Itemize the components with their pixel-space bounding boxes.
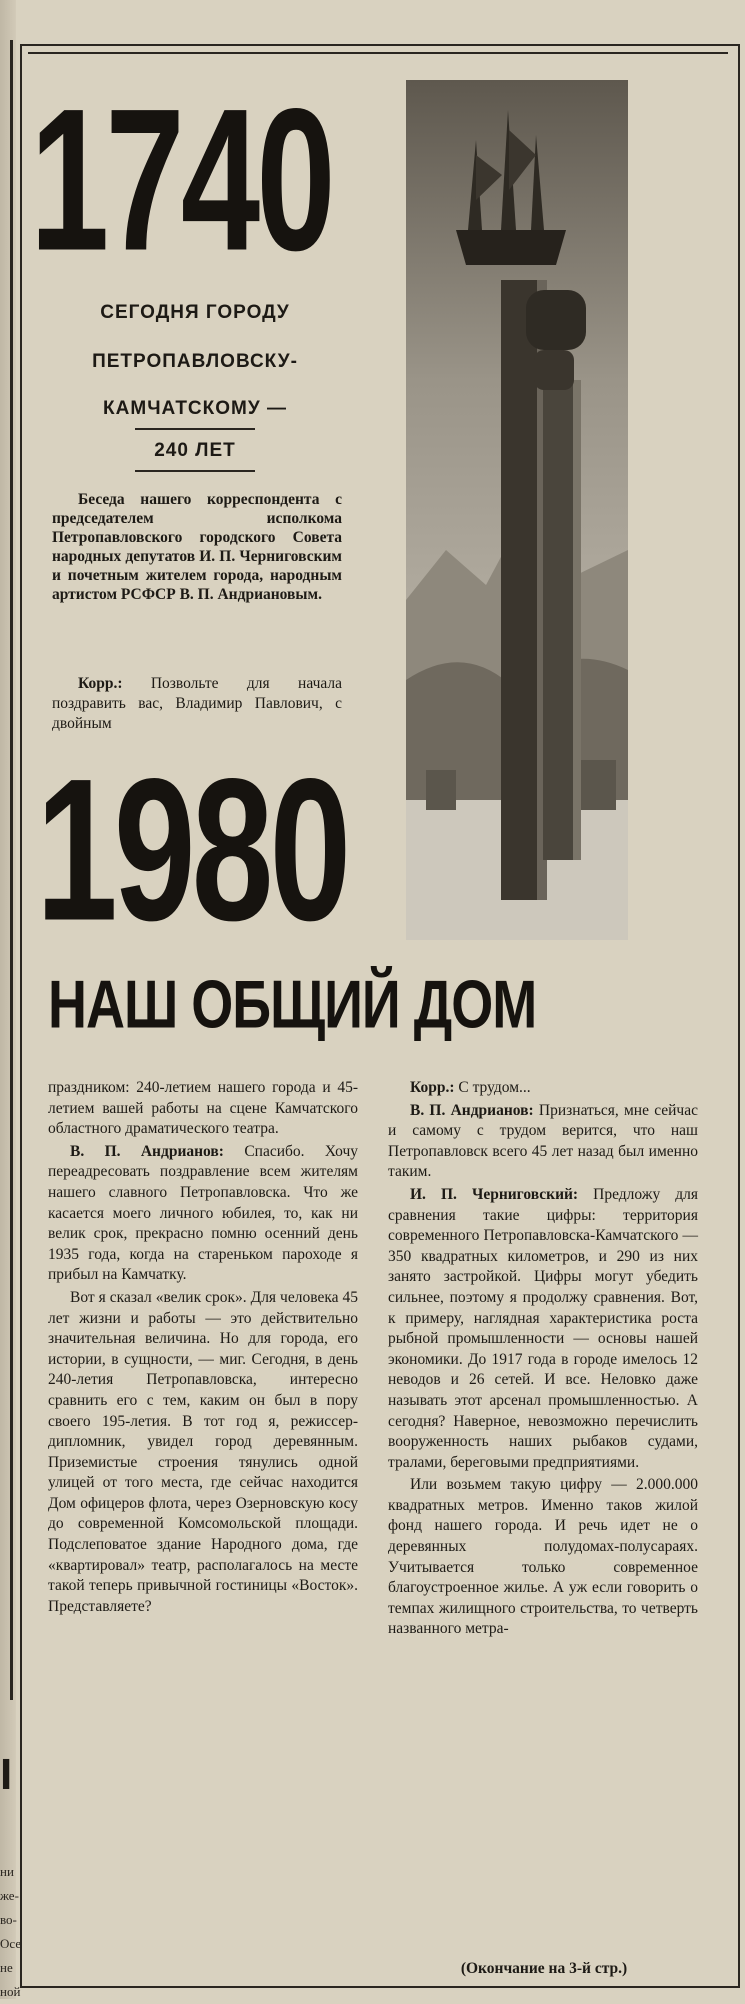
speaker-label: Корр.: bbox=[410, 1079, 455, 1096]
paragraph bbox=[388, 1078, 698, 1099]
top-rule bbox=[28, 52, 728, 54]
edge-word: во- bbox=[0, 1912, 17, 1927]
year-1980: 1980 bbox=[36, 735, 348, 963]
article-headline: НАШ ОБЩИЙ ДОМ bbox=[48, 967, 537, 1043]
subhead-line-1: СЕГОДНЯ ГОРОДУ bbox=[100, 302, 290, 323]
paragraph-text: Вот я сказал «велик срок». Для человека 45 лет жизни и работы — это действительно значительная величина. Но для города, его истории, в сущности, — миг. Сегодня, в день 240-летия Петропавловска, интересно сравнить его с тем, каким он был в пору своего 195-летия. В тот год я, режиссер-дипломник, увидел город деревянным. Приземистые строения тянулись одной улицей от того места, где сейчас находится Дом офицеров флота, через Озерновскую косу до современной Комсомольской площади. Подслеповатое здание Народного дома, где «квартировал» театр, располагалось на месте такой теперь привычной гостиницы «Восток». Представляете? bbox=[48, 1288, 358, 1615]
adjacent-column-rule bbox=[10, 40, 13, 1700]
edge-word: Осе bbox=[0, 1936, 22, 1951]
paragraph bbox=[388, 1475, 698, 1640]
paragraph bbox=[48, 1078, 358, 1140]
paragraph-text: праздником: 240-летием нашего города и 45-летием вашей работы на сцене Камчатского областного драматического театра. bbox=[48, 1079, 358, 1138]
paragraph-text: Или возьмем такую цифру — 2.000.000 квадратных метров. Именно таков жилой фонд нашего города. И речь идет не о деревянных полудомах-полусараях. Учитывается только современное благоустроенное жилье. А уж если говорить о темпах жилищного строительства, то четверть названного метра- bbox=[388, 1476, 698, 1638]
paragraph bbox=[388, 1101, 698, 1183]
edge-word: не bbox=[0, 1960, 13, 1975]
korr-intro bbox=[52, 674, 342, 734]
subhead-rule bbox=[135, 470, 255, 472]
paragraph-text: Предложу для сравнения такие цифры: территория современного Петропавловска-Камчатского — 350 квадратных километров, и 290 из них занято застройкой. Цифры могут убедить сильнее, поэтому я продолжу сравнения. Вот, к примеру, наглядная характеристика роста рыбной промышленности — основы нашей экономики. До 1917 года в городе имелось 12 неводов и 26 сетей. И все. Неловко даже называть этот арсенал промышленностью. А сегодня? Наверное, невозможно перечислить вооруженность наших рыбаков судами, тралами, береговыми предприятиями. bbox=[388, 1185, 698, 1471]
paragraph-text: Признаться, мне сейчас и самому с трудом верится, что наш Петропавловск всего 45 лет назад был именно таким. bbox=[388, 1101, 698, 1181]
year-1740: 1740 bbox=[30, 65, 332, 293]
paragraph-text: С трудом... bbox=[458, 1079, 531, 1096]
monument-photo bbox=[406, 80, 628, 940]
speaker-label: Корр.: bbox=[78, 675, 123, 692]
lead-paragraph: Беседа нашего корреспондента с председателем исполкома Петропавловского городского Совета народных депутатов И. П. Черниговским и почетным жителем города, народным артистом РСФСР В. П. Андриановым. bbox=[52, 491, 342, 603]
paragraph bbox=[48, 1288, 358, 1618]
paragraph bbox=[48, 1142, 358, 1286]
left-column bbox=[48, 1078, 358, 1619]
paragraph-text: Спасибо. Хочу переадресовать поздравление всем жителям нашего славного Петропавловска. Что же касается моего личного юбилея, то, как ни велик срок, прекрасно помню осенний день 1935 года, когда на стареньком пароходе я прибыл на Камчатку. bbox=[48, 1142, 358, 1284]
continuation-note: (Окончание на 3-й стр.) bbox=[460, 1960, 628, 1977]
subhead-rule bbox=[135, 428, 255, 430]
adjacent-page-letter: I bbox=[0, 1750, 13, 1799]
adjacent-page-words bbox=[0, 1860, 22, 2004]
edge-word: ни bbox=[0, 1864, 14, 1879]
speaker-label: И. П. Черниговский: bbox=[410, 1185, 579, 1203]
subhead-anniversary: 240 ЛЕТ bbox=[154, 440, 236, 461]
speaker-label: В. П. Андрианов: bbox=[410, 1101, 534, 1119]
edge-word: ной bbox=[0, 1984, 21, 1999]
right-column bbox=[388, 1078, 698, 1642]
subhead-line-3: КАМЧАТСКОМУ — bbox=[103, 398, 287, 419]
subhead-line-2: ПЕТРОПАВЛОВСКУ- bbox=[92, 351, 298, 372]
korr-intro-text: Позвольте для начала поздравить вас, Владимир Павлович, с двойным bbox=[52, 675, 342, 732]
paragraph bbox=[388, 1185, 698, 1473]
adjacent-page-strip bbox=[0, 0, 16, 1999]
edge-word: же- bbox=[0, 1888, 19, 1903]
monument-photo-svg bbox=[406, 80, 628, 940]
speaker-label: В. П. Андрианов: bbox=[70, 1142, 224, 1160]
